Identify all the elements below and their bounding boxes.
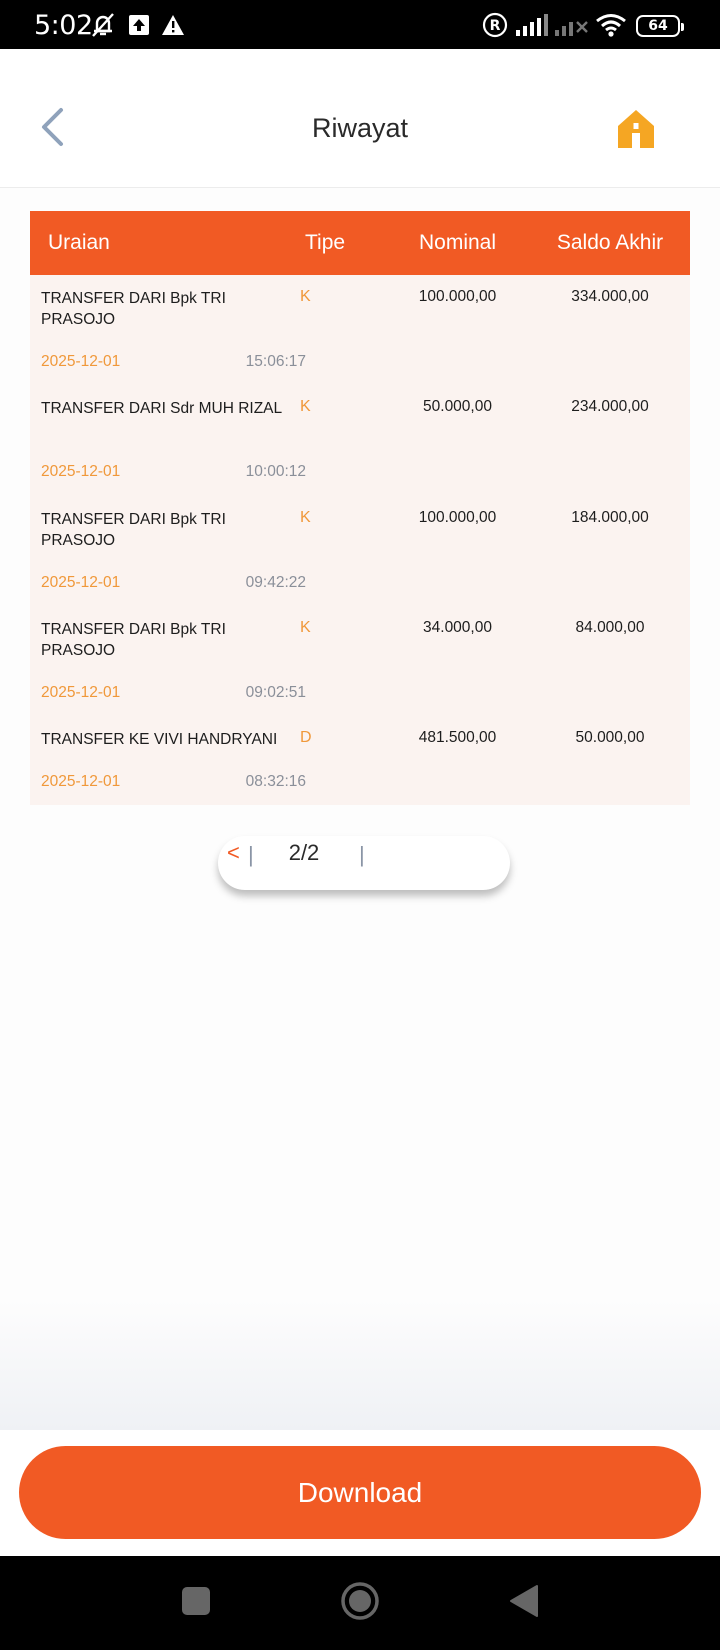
status-time: 5:02 bbox=[34, 10, 93, 41]
wifi-icon bbox=[594, 12, 628, 38]
table-row[interactable] bbox=[30, 619, 690, 729]
status-bar bbox=[0, 0, 720, 49]
download-button[interactable]: Download bbox=[19, 1446, 701, 1539]
row-type: K bbox=[300, 619, 311, 636]
row-type: D bbox=[300, 729, 312, 746]
row-description: TRANSFER KE VIVI HANDRYANI bbox=[41, 731, 278, 748]
row-time: 08:32:16 bbox=[245, 773, 306, 790]
row-saldo: 234.000,00 bbox=[571, 398, 649, 415]
row-saldo: 334.000,00 bbox=[571, 288, 649, 305]
row-type: K bbox=[300, 398, 311, 415]
row-date: 2025-12-01 bbox=[41, 353, 121, 370]
row-date: 2025-12-01 bbox=[41, 773, 121, 790]
upload-icon bbox=[128, 12, 150, 38]
bottom-fade bbox=[0, 1300, 720, 1430]
signal-no-service-icon bbox=[555, 12, 589, 38]
page-title: Riwayat bbox=[311, 113, 409, 143]
pager-separator: | bbox=[248, 842, 254, 867]
registered-icon bbox=[482, 12, 508, 38]
row-description: TRANSFER DARI Sdr MUH RIZAL bbox=[41, 400, 283, 417]
back-nav-button[interactable] bbox=[484, 1556, 564, 1650]
home-nav-button[interactable] bbox=[320, 1556, 400, 1650]
row-saldo: 84.000,00 bbox=[575, 619, 645, 636]
header-uraian: Uraian bbox=[48, 231, 110, 254]
row-description: TRANSFER DARI Bpk TRI PRASOJO bbox=[41, 621, 226, 659]
page-indicator: 2/2 bbox=[288, 840, 320, 865]
row-time: 15:06:17 bbox=[245, 353, 306, 370]
table-row[interactable] bbox=[30, 288, 690, 398]
download-area bbox=[0, 1430, 720, 1556]
system-nav-bar bbox=[0, 1556, 720, 1650]
row-saldo: 184.000,00 bbox=[571, 509, 649, 526]
row-date: 2025-12-01 bbox=[41, 684, 121, 701]
square-icon bbox=[181, 1586, 211, 1621]
row-saldo: 50.000,00 bbox=[575, 729, 645, 746]
header-nominal: Nominal bbox=[418, 231, 497, 254]
row-date: 2025-12-01 bbox=[41, 574, 121, 591]
table-header bbox=[30, 211, 690, 275]
row-nominal: 100.000,00 bbox=[418, 509, 497, 526]
pagination bbox=[218, 836, 510, 890]
home-icon bbox=[617, 109, 655, 154]
row-type: K bbox=[300, 288, 311, 305]
row-type: K bbox=[300, 509, 311, 526]
circle-icon bbox=[340, 1581, 380, 1626]
row-description: TRANSFER DARI Bpk TRI PRASOJO bbox=[41, 511, 226, 549]
warning-icon bbox=[161, 12, 185, 38]
recents-button[interactable] bbox=[156, 1556, 236, 1650]
table-row[interactable] bbox=[30, 509, 690, 619]
row-nominal: 34.000,00 bbox=[423, 619, 492, 636]
svg-text:R: R bbox=[489, 18, 501, 34]
battery-icon: 64 bbox=[636, 15, 680, 37]
transaction-table bbox=[30, 211, 690, 805]
row-time: 09:02:51 bbox=[245, 684, 306, 701]
header-saldo-akhir: Saldo Akhir bbox=[556, 231, 664, 254]
header bbox=[0, 49, 720, 188]
home-button[interactable] bbox=[614, 109, 658, 153]
row-time: 10:00:12 bbox=[245, 463, 306, 480]
prev-page-button[interactable]: < bbox=[227, 840, 240, 865]
row-description: TRANSFER DARI Bpk TRI PRASOJO bbox=[41, 290, 226, 328]
header-tipe: Tipe bbox=[305, 231, 346, 254]
table-row[interactable] bbox=[30, 398, 690, 508]
row-nominal: 100.000,00 bbox=[418, 288, 497, 305]
signal-icon bbox=[516, 12, 548, 38]
row-nominal: 481.500,00 bbox=[418, 729, 497, 746]
triangle-back-icon bbox=[509, 1584, 539, 1623]
pager-separator: | bbox=[359, 842, 365, 867]
row-date: 2025-12-01 bbox=[41, 463, 121, 480]
table-row[interactable] bbox=[30, 729, 690, 805]
muted-bell-icon bbox=[88, 12, 118, 38]
row-nominal: 50.000,00 bbox=[423, 398, 492, 415]
row-time: 09:42:22 bbox=[245, 574, 306, 591]
